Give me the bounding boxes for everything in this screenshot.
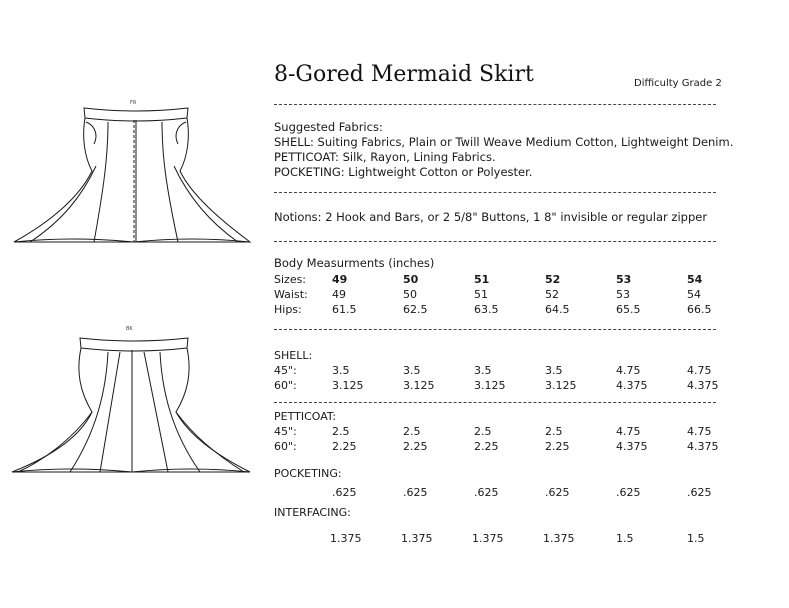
divider [274,402,716,403]
divider [274,192,716,193]
measurements-heading: Body Measurments (inches) [274,256,435,270]
petticoat-60-value: 2.25 [332,440,357,453]
petticoat-60-label: 60": [274,440,297,453]
petticoat-60-value: 2.25 [403,440,428,453]
petticoat-45-label: 45": [274,425,297,438]
waist-label: Waist: [274,288,308,301]
petticoat-45-value: 4.75 [687,425,712,438]
front-skirt-sketch [12,96,262,246]
shell-60-value: 3.125 [545,379,577,392]
petticoat-45-value: 2.5 [332,425,350,438]
hips-value: 65.5 [616,303,641,316]
divider [274,241,716,242]
interfacing-value: 1.5 [616,532,634,545]
fabrics-section [274,120,733,180]
shell-45-value: 3.5 [474,364,492,377]
shell-60-label: 60": [274,379,297,392]
size-value: 50 [403,273,419,286]
hips-value: 66.5 [687,303,712,316]
petticoat-60-value: 2.25 [545,440,570,453]
hips-value: 63.5 [474,303,499,316]
interfacing-value: 1.375 [401,532,433,545]
page-title: 8-Gored Mermaid Skirt [274,62,534,87]
petticoat-45-value: 2.5 [474,425,492,438]
waist-value: 54 [687,288,701,301]
shell-45-value: 3.5 [403,364,421,377]
fabrics-shell: SHELL: Suiting Fabrics, Plain or Twill Weave Medium Cotton, Lightweight Denim. [274,135,734,149]
back-view-label: BK [126,326,133,332]
fabrics-pocketing: POCKETING: Lightweight Cotton or Polyester. [274,165,533,179]
size-value: 52 [545,273,561,286]
difficulty-grade: Difficulty Grade 2 [634,78,722,89]
interfacing-value: 1.5 [687,532,705,545]
divider [274,329,716,330]
interfacing-heading: INTERFACING: [274,506,351,519]
petticoat-60-value: 4.375 [687,440,719,453]
size-value: 53 [616,273,632,286]
pocketing-value: .625 [474,486,499,499]
front-view-label: FR [130,100,137,106]
pocketing-value: .625 [332,486,357,499]
shell-60-value: 4.375 [616,379,648,392]
shell-60-value: 4.375 [687,379,719,392]
waist-value: 52 [545,288,559,301]
interfacing-value: 1.375 [330,532,362,545]
pocketing-value: .625 [403,486,428,499]
interfacing-value: 1.375 [543,532,575,545]
pocketing-heading: POCKETING: [274,467,342,480]
petticoat-heading: PETTICOAT: [274,410,337,423]
notions-text: Notions: 2 Hook and Bars, or 2 5/8" Buttons, 1 8" invisible or regular zipper [274,210,708,224]
hips-value: 62.5 [403,303,428,316]
pocketing-value: .625 [616,486,641,499]
waist-value: 51 [474,288,488,301]
hips-value: 61.5 [332,303,357,316]
shell-60-value: 3.125 [332,379,364,392]
sizes-label: Sizes: [274,273,307,286]
fabrics-petticoat: PETTICOAT: Silk, Rayon, Lining Fabrics. [274,150,496,164]
fabrics-heading: Suggested Fabrics: [274,120,383,134]
petticoat-60-value: 2.25 [474,440,499,453]
waist-value: 49 [332,288,346,301]
pocketing-value: .625 [687,486,712,499]
petticoat-45-value: 2.5 [545,425,563,438]
waist-value: 53 [616,288,630,301]
shell-45-value: 4.75 [616,364,641,377]
waist-value: 50 [403,288,417,301]
back-skirt-sketch [10,322,260,477]
shell-45-label: 45": [274,364,297,377]
shell-45-value: 3.5 [545,364,563,377]
size-value: 51 [474,273,490,286]
divider [274,104,716,105]
size-value: 54 [687,273,703,286]
petticoat-45-value: 2.5 [403,425,421,438]
hips-value: 64.5 [545,303,570,316]
hips-label: Hips: [274,303,302,316]
shell-60-value: 3.125 [403,379,435,392]
shell-45-value: 3.5 [332,364,350,377]
pocketing-value: .625 [545,486,570,499]
shell-60-value: 3.125 [474,379,506,392]
interfacing-value: 1.375 [472,532,504,545]
shell-heading: SHELL: [274,349,313,362]
size-value: 49 [332,273,348,286]
petticoat-60-value: 4.375 [616,440,648,453]
shell-45-value: 4.75 [687,364,712,377]
petticoat-45-value: 4.75 [616,425,641,438]
